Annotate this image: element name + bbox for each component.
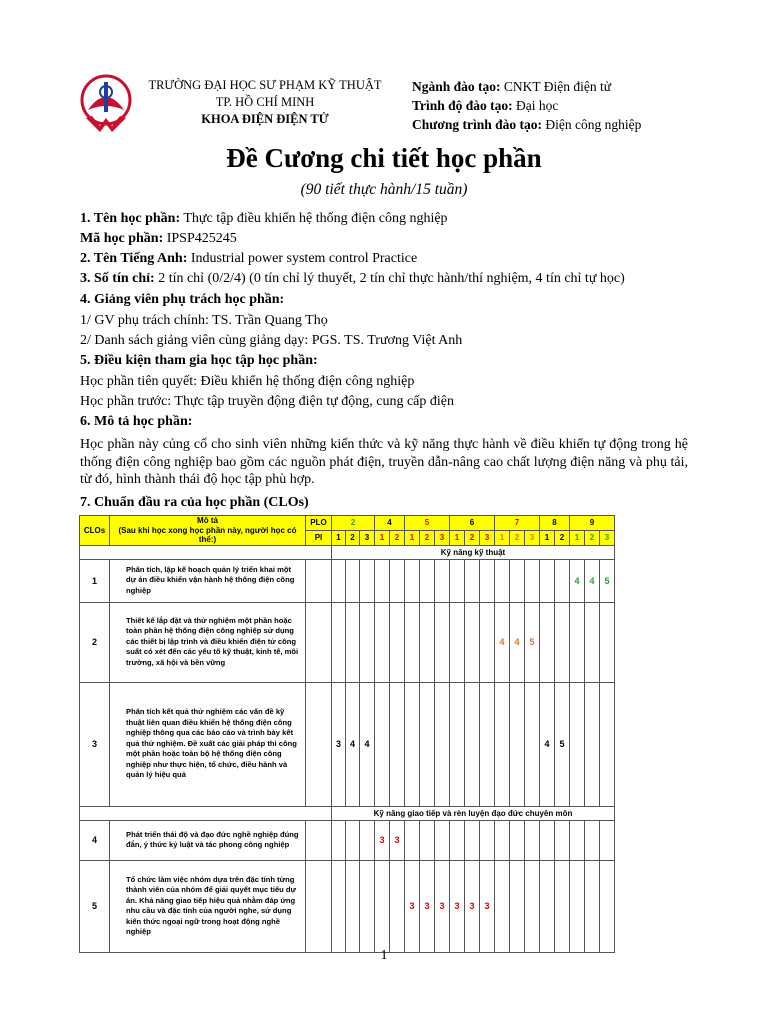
clo-pi-cell (585, 682, 600, 806)
university-logo (80, 74, 132, 136)
clo-number: 3 (80, 682, 110, 806)
clo-pi-cell (510, 820, 525, 860)
clo-pi-cell: 4 (346, 682, 360, 806)
section-technical-skills: Kỹ năng kỹ thuật (332, 545, 615, 559)
course-description: Học phần này củng cố cho sinh viên những kiến thức và kỹ năng thực hành về điều khiển tự động trong hệ thống điện công nghiệp bao gồm các nguồn phát điện, truyền dẫn-nâng cao chất lượng điện năng và phụ tải, từ đó, hình thành thái độ học tập phù hợp. (80, 437, 688, 487)
clo-pi-cell (390, 860, 405, 952)
clo-pi-cell (585, 860, 600, 952)
clo-pi-cell (420, 682, 435, 806)
page-title: Đề Cương chi tiết học phần (226, 143, 542, 173)
section-empty (80, 806, 332, 820)
clo-pi-cell (555, 820, 570, 860)
clo-pi-cell (525, 682, 540, 806)
university-name: TRƯỜNG ĐẠI HỌC SƯ PHẠM KỸ THUẬT (148, 78, 382, 92)
clo-pi-cell (540, 820, 555, 860)
plo-group: 8 (540, 516, 570, 531)
lecturers-heading: 4. Giảng viên phụ trách học phần: (80, 292, 285, 307)
pi-cell: 3 (360, 530, 375, 545)
clo-pi-cell (570, 682, 585, 806)
course-name (80, 209, 690, 229)
main-lecturer: 1/ GV phụ trách chính: TS. Trần Quang Thọ (80, 313, 328, 328)
clo-description: Phân tích kết quả thử nghiệm các vấn đề kỹ thuật liên quan điều khiển hệ thống điện công nghiệp thông qua các báo cáo và trình bày kết quả thử nghiệm. Đề xuất các giải pháp thi công một phần hoặc toàn bộ hệ thống điện công nghiệp như thực hiện, tổ chức, điều hành và quản lý hiệu quả (110, 682, 306, 806)
clo-pi-cell (346, 602, 360, 682)
clo-pi-cell (346, 860, 360, 952)
english-name-value: Industrial power system control Practice (187, 251, 418, 266)
clo-pi-cell: 3 (390, 820, 405, 860)
clo-description: Thiết kế lắp đặt và thử nghiệm một phần hoặc toàn phần hệ thống điện công nghiệp sử dụng các thiết bị lập trình và điều khiển điện tử công suất có xét đến các yếu tố kỹ thuật, kinh tế, môi trường, xã hội và bền vững (110, 602, 306, 682)
clo-pi-cell (346, 820, 360, 860)
clo-pi-cell (450, 602, 465, 682)
university-header (130, 77, 400, 128)
course-name-value: Thực tập điều khiển hệ thống điện công nghiệp (180, 211, 448, 226)
clo-pi-cell (480, 602, 495, 682)
clo-pi-cell (465, 820, 480, 860)
clo-pi-cell (540, 602, 555, 682)
clo-pi-cell (555, 602, 570, 682)
clo-pi-cell (525, 820, 540, 860)
clos-header: CLOs (80, 516, 110, 546)
clo-pi-cell (495, 860, 510, 952)
english-name (80, 249, 690, 269)
clo-pi-cell (540, 559, 555, 602)
clo-pi-cell (332, 820, 346, 860)
pi-cell: 2 (555, 530, 570, 545)
pi-cell: 3 (480, 530, 495, 545)
clo-pi-cell (555, 860, 570, 952)
plo-group: 4 (375, 516, 405, 531)
clo-pi-cell (480, 820, 495, 860)
course-code-value: IPSP425245 (163, 231, 237, 246)
clo-pi-cell: 5 (555, 682, 570, 806)
clo-pi-cell: 4 (570, 559, 585, 602)
page-subtitle: (90 tiết thực hành/15 tuần) (300, 181, 468, 198)
clo-pi-cell: 4 (495, 602, 510, 682)
clo-pi-cell (375, 860, 390, 952)
pi-cell: 2 (465, 530, 480, 545)
field-value: CNKT Điện điện tử (503, 79, 612, 94)
description-header-title: Mô tả (197, 516, 218, 525)
clo-pi-cell (375, 559, 390, 602)
pi-cell: 1 (375, 530, 390, 545)
clo-pi-cell (510, 860, 525, 952)
clo-pi-cell (360, 860, 375, 952)
pi-cell: 2 (585, 530, 600, 545)
clo-pi-cell (360, 559, 375, 602)
clo-pi-cell: 4 (540, 682, 555, 806)
pi-cell: 3 (525, 530, 540, 545)
clo-row (80, 820, 615, 860)
clo-pi-cell: 4 (360, 682, 375, 806)
clo-pi-cell (346, 559, 360, 602)
pi-cell: 1 (405, 530, 420, 545)
clo-pi-cell (450, 682, 465, 806)
clo-pi-cell (570, 602, 585, 682)
pi-cell: 1 (570, 530, 585, 545)
field-label: Ngành đào tạo: (412, 79, 501, 94)
plo-group: 6 (450, 516, 495, 531)
section-communication-skills: Kỹ năng giao tiếp và rèn luyện đạo đức chuyên môn (332, 806, 615, 820)
plo-group: 9 (570, 516, 615, 531)
clo-pi-cell: 3 (450, 860, 465, 952)
faculty-name: KHOA ĐIỆN ĐIỆN TỬ (201, 112, 329, 126)
clo-pi-cell (420, 602, 435, 682)
clo-number: 2 (80, 602, 110, 682)
section-empty (80, 545, 332, 559)
clo-pi-cell (435, 602, 450, 682)
clo-pi-cell (405, 820, 420, 860)
pi-cell: 3 (600, 530, 615, 545)
pi-cell: 2 (390, 530, 405, 545)
pi-cell: 2 (420, 530, 435, 545)
clo-plo-cell (306, 602, 332, 682)
clo-plo-cell (306, 820, 332, 860)
clo-pi-cell (570, 820, 585, 860)
course-name-label: 1. Tên học phần: (80, 211, 181, 226)
clo-pi-cell (375, 602, 390, 682)
clo-description: Phân tích, lập kế hoạch quản lý triển khai một dự án điều khiển vận hành hệ thống điện công nghiệp (110, 559, 306, 602)
clo-pi-cell (540, 860, 555, 952)
clo-pi-cell (510, 559, 525, 602)
pi-header: PI (306, 530, 332, 545)
clo-pi-cell: 3 (480, 860, 495, 952)
clo-pi-cell (600, 820, 615, 860)
clo-plo-cell (306, 682, 332, 806)
clo-pi-cell (390, 602, 405, 682)
level-value: Đại học (516, 98, 559, 113)
clo-row (80, 682, 615, 806)
plo-header: PLO (306, 516, 332, 531)
clo-pi-cell: 5 (600, 559, 615, 602)
credits (80, 269, 700, 289)
clo-pi-cell (390, 682, 405, 806)
pi-cell: 2 (346, 530, 360, 545)
credits-value: 2 tín chỉ (0/2/4) (0 tín chỉ lý thuyết, 2 tín chỉ thực hành/thí nghiệm, 4 tín chỉ tự học) (154, 271, 625, 286)
pi-cell: 1 (540, 530, 555, 545)
program-label: Chương trình đào tạo: (412, 117, 542, 132)
previous-course: Học phần trước: Thực tập truyền động điện tự động, cung cấp điện (80, 394, 454, 409)
clo-row (80, 559, 615, 602)
clo-plo-cell (306, 559, 332, 602)
clo-pi-cell (480, 682, 495, 806)
clo-pi-cell (585, 602, 600, 682)
clo-row (80, 602, 615, 682)
clo-pi-cell (465, 682, 480, 806)
description-header (110, 516, 306, 546)
plo-group: 7 (495, 516, 540, 531)
clo-pi-cell (525, 559, 540, 602)
clo-pi-cell (495, 559, 510, 602)
clo-plo-cell (306, 860, 332, 952)
clo-pi-cell (555, 559, 570, 602)
clo-number: 1 (80, 559, 110, 602)
level-label: Trình độ đào tạo: (412, 98, 513, 113)
clo-pi-cell (435, 559, 450, 602)
clo-pi-cell (600, 602, 615, 682)
clo-pi-cell: 4 (510, 602, 525, 682)
clo-pi-cell (465, 602, 480, 682)
pi-cell: 1 (450, 530, 465, 545)
clo-pi-cell: 3 (332, 682, 346, 806)
clo-pi-cell (405, 682, 420, 806)
clo-pi-cell: 4 (585, 559, 600, 602)
pi-cell: 1 (332, 530, 346, 545)
english-name-label: 2. Tên Tiếng Anh: (80, 251, 188, 266)
clo-pi-cell: 3 (375, 820, 390, 860)
clo-pi-cell (332, 860, 346, 952)
clos-heading: 7. Chuẩn đầu ra của học phần (CLOs) (80, 495, 309, 510)
clos-table (79, 515, 615, 953)
clo-pi-cell (435, 682, 450, 806)
clo-pi-cell (495, 682, 510, 806)
program-value: Điện công nghiệp (545, 117, 642, 132)
clo-pi-cell: 3 (420, 860, 435, 952)
clo-pi-cell (480, 559, 495, 602)
plo-group: 5 (405, 516, 450, 531)
page-number: 1 (380, 948, 388, 963)
clo-description: Tổ chức làm việc nhóm dựa trên đặc tính từng thành viên của nhóm để giải quyết mục tiêu dự án. Khả năng giao tiếp hiệu quả nhằm đáp ứng nhu cầu và đặc tính của người nghe, sử dụng kiến thức ngoại ngữ trong hoạt động nghề nghiệp (110, 860, 306, 952)
clo-pi-cell (450, 820, 465, 860)
clo-pi-cell (332, 559, 346, 602)
clo-description: Phát triển thái độ và đạo đức nghề nghiệp đúng đắn, ý thức kỷ luật và tác phong công nghiệp (110, 820, 306, 860)
pi-cell: 3 (435, 530, 450, 545)
clo-pi-cell (510, 682, 525, 806)
clo-pi-cell (332, 602, 346, 682)
clo-pi-cell (405, 559, 420, 602)
clo-number: 4 (80, 820, 110, 860)
clo-pi-cell (390, 559, 405, 602)
clo-pi-cell (600, 682, 615, 806)
pi-cell: 1 (495, 530, 510, 545)
university-city: TP. HỒ CHÍ MINH (215, 95, 315, 109)
clo-pi-cell (465, 559, 480, 602)
course-code-label: Mã học phần: (80, 231, 164, 246)
clo-pi-cell (360, 602, 375, 682)
clo-pi-cell: 3 (465, 860, 480, 952)
pi-cell: 2 (510, 530, 525, 545)
clo-pi-cell (405, 602, 420, 682)
clo-pi-cell (570, 860, 585, 952)
clo-pi-cell (420, 559, 435, 602)
prerequisite-course: Học phần tiên quyết: Điều khiển hệ thống điện công nghiệp (80, 374, 415, 389)
plo-group: 2 (332, 516, 375, 531)
clo-pi-cell: 5 (525, 602, 540, 682)
clo-pi-cell (585, 820, 600, 860)
co-lecturers: 2/ Danh sách giảng viên cùng giảng dạy: PGS. TS. Trương Việt Anh (80, 333, 463, 348)
description-header-sub: (Sau khi học xong học phần này, người học có thể:) (118, 525, 297, 544)
clo-pi-cell: 3 (435, 860, 450, 952)
clo-pi-cell (360, 820, 375, 860)
credits-label: 3. Số tín chỉ: (80, 271, 155, 286)
clo-pi-cell (600, 860, 615, 952)
clo-number: 5 (80, 860, 110, 952)
clo-pi-cell: 3 (405, 860, 420, 952)
clo-row (80, 860, 615, 952)
clo-pi-cell (435, 820, 450, 860)
program-info (412, 77, 641, 134)
clo-pi-cell (420, 820, 435, 860)
clo-pi-cell (375, 682, 390, 806)
clo-pi-cell (450, 559, 465, 602)
course-code (80, 229, 690, 249)
clo-pi-cell (495, 820, 510, 860)
prerequisites-heading: 5. Điều kiện tham gia học tập học phần: (80, 353, 318, 368)
description-heading: 6. Mô tả học phần: (80, 414, 193, 429)
clo-pi-cell (525, 860, 540, 952)
